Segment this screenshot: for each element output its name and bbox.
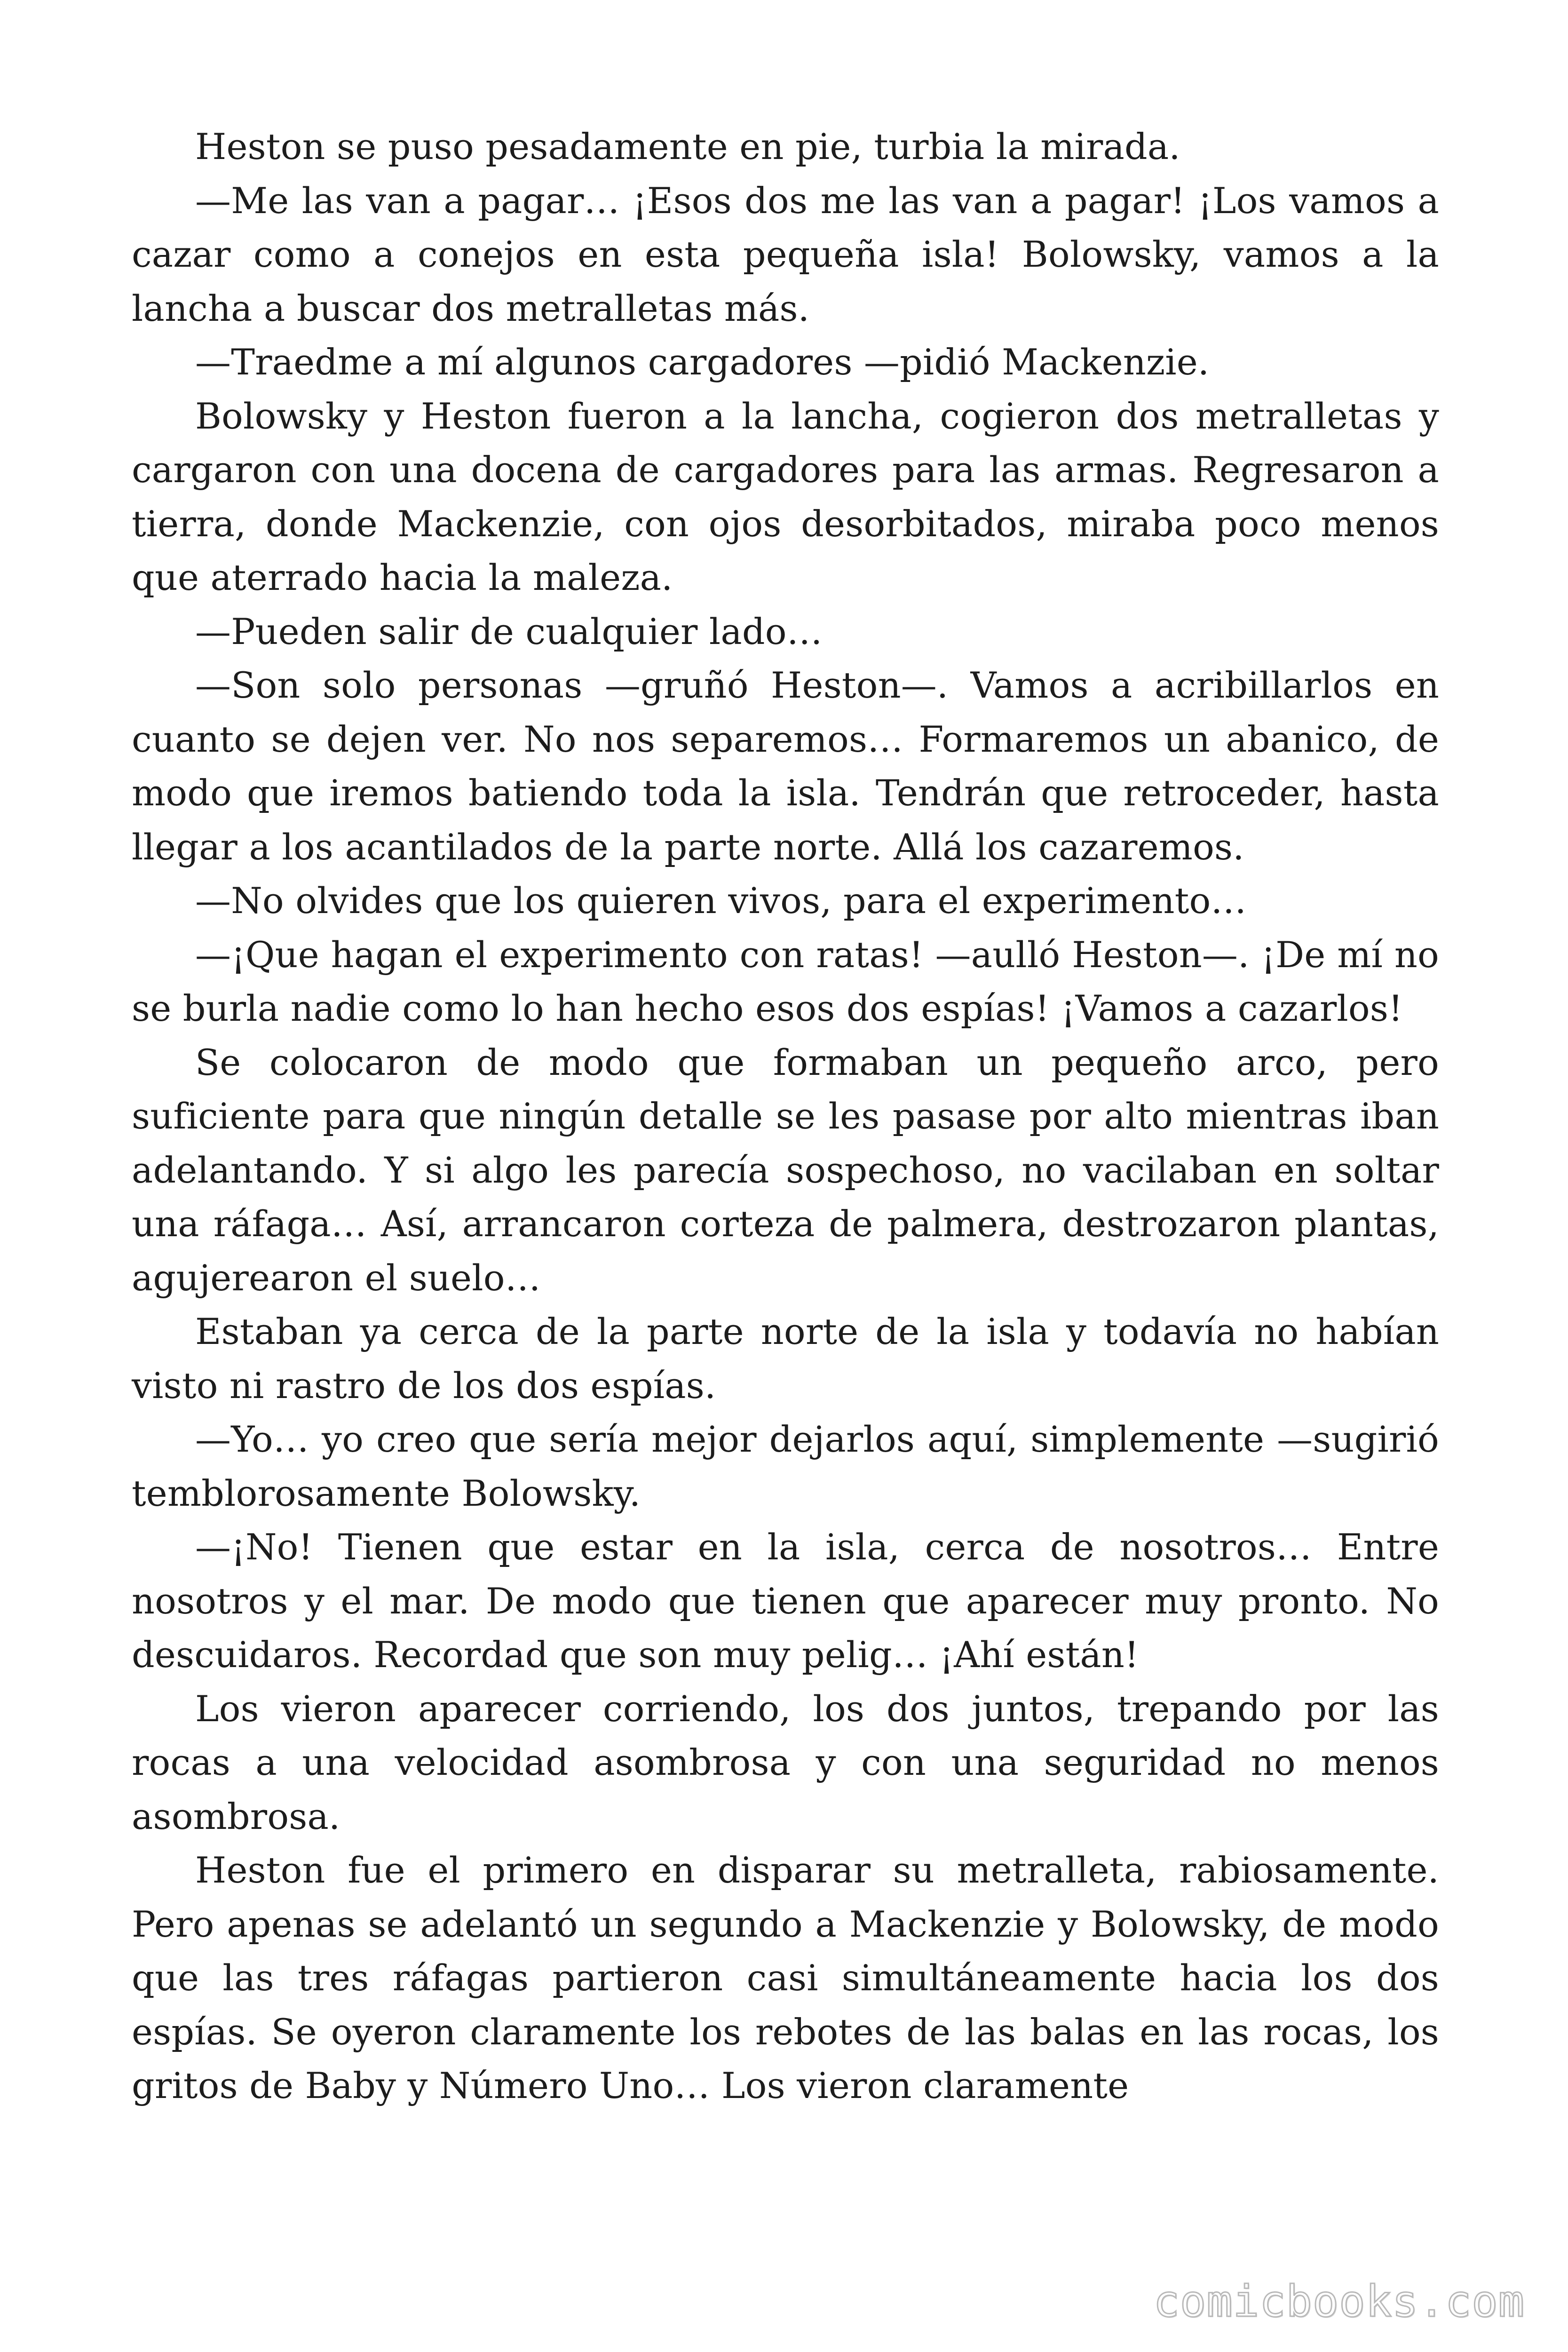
paragraph-14: Heston fue el primero en disparar su metralleta, rabiosamente. Pero apenas se adelantó un segundo a Mackenzie y Bolowsky, de modo que las tres ráfagas partieron casi simultáneamente hacia los dos espías. Se oyeron claramente los rebotes de las balas en las rocas, los gritos de Baby y Número Uno… Los vieron claramente	[132, 1849, 1439, 2106]
paragraph-9: Se colocaron de modo que formaban un pequeño arco, pero suficiente para que ningún detalle se les pasase por alto mientras iban adelantando. Y si algo les parecía sospechoso, no vacilaban en soltar una ráfaga… Así, arrancaron corteza de palmera, destrozaron plantas, agujerearon el suelo…	[132, 1041, 1439, 1299]
body-text	[132, 120, 1439, 2113]
paragraph-7: —No olvides que los quieren vivos, para el experimento…	[195, 880, 1247, 922]
paragraph-3: —Traedme a mí algunos cargadores —pidió Mackenzie.	[195, 341, 1210, 383]
watermark: comicbooks.com	[1153, 2276, 1525, 2327]
paragraph-4: Bolowsky y Heston fueron a la lancha, cogieron dos metralletas y cargaron con una docena de cargadores para las armas. Regresaron a tierra, donde Mackenzie, con ojos desorbitados, miraba poco menos que aterrado hacia la maleza.	[132, 395, 1439, 598]
paragraph-1: Heston se puso pesadamente en pie, turbia la mirada.	[195, 126, 1180, 167]
paragraph-5: —Pueden salir de cualquier lado…	[195, 610, 823, 652]
paragraph-2: —Me las van a pagar… ¡Esos dos me las van a pagar! ¡Los vamos a cazar como a conejos en esta pequeña isla! Bolowsky, vamos a la lancha a buscar dos metralletas más.	[132, 179, 1439, 329]
paragraph-6: —Son solo personas —gruñó Heston—. Vamos a acribillarlos en cuanto se dejen ver. No nos separemos… Formaremos un abanico, de modo que iremos batiendo toda la isla. Tendrán que retroceder, hasta llegar a los acantilados de la parte norte. Allá los cazaremos.	[132, 664, 1439, 868]
paragraph-10: Estaban ya cerca de la parte norte de la isla y todavía no habían visto ni rastro de los dos espías.	[132, 1311, 1439, 1406]
paragraph-8: —¡Que hagan el experimento con ratas! —aulló Heston—. ¡De mí no se burla nadie como lo han hecho esos dos espías! ¡Vamos a cazarlos!	[132, 933, 1439, 1029]
paragraph-13: Los vieron aparecer corriendo, los dos juntos, trepando por las rocas a una velocidad asombrosa y con una seguridad no menos asombrosa.	[132, 1687, 1439, 1837]
paragraph-12: —¡No! Tienen que estar en la isla, cerca de nosotros… Entre nosotros y el mar. De modo que tienen que aparecer muy pronto. No descuidaros. Recordad que son muy pelig… ¡Ahí están!	[132, 1526, 1439, 1676]
paragraph-11: —Yo… yo creo que sería mejor dejarlos aquí, simplemente —sugirió temblorosamente Bolowsky.	[132, 1418, 1439, 1514]
